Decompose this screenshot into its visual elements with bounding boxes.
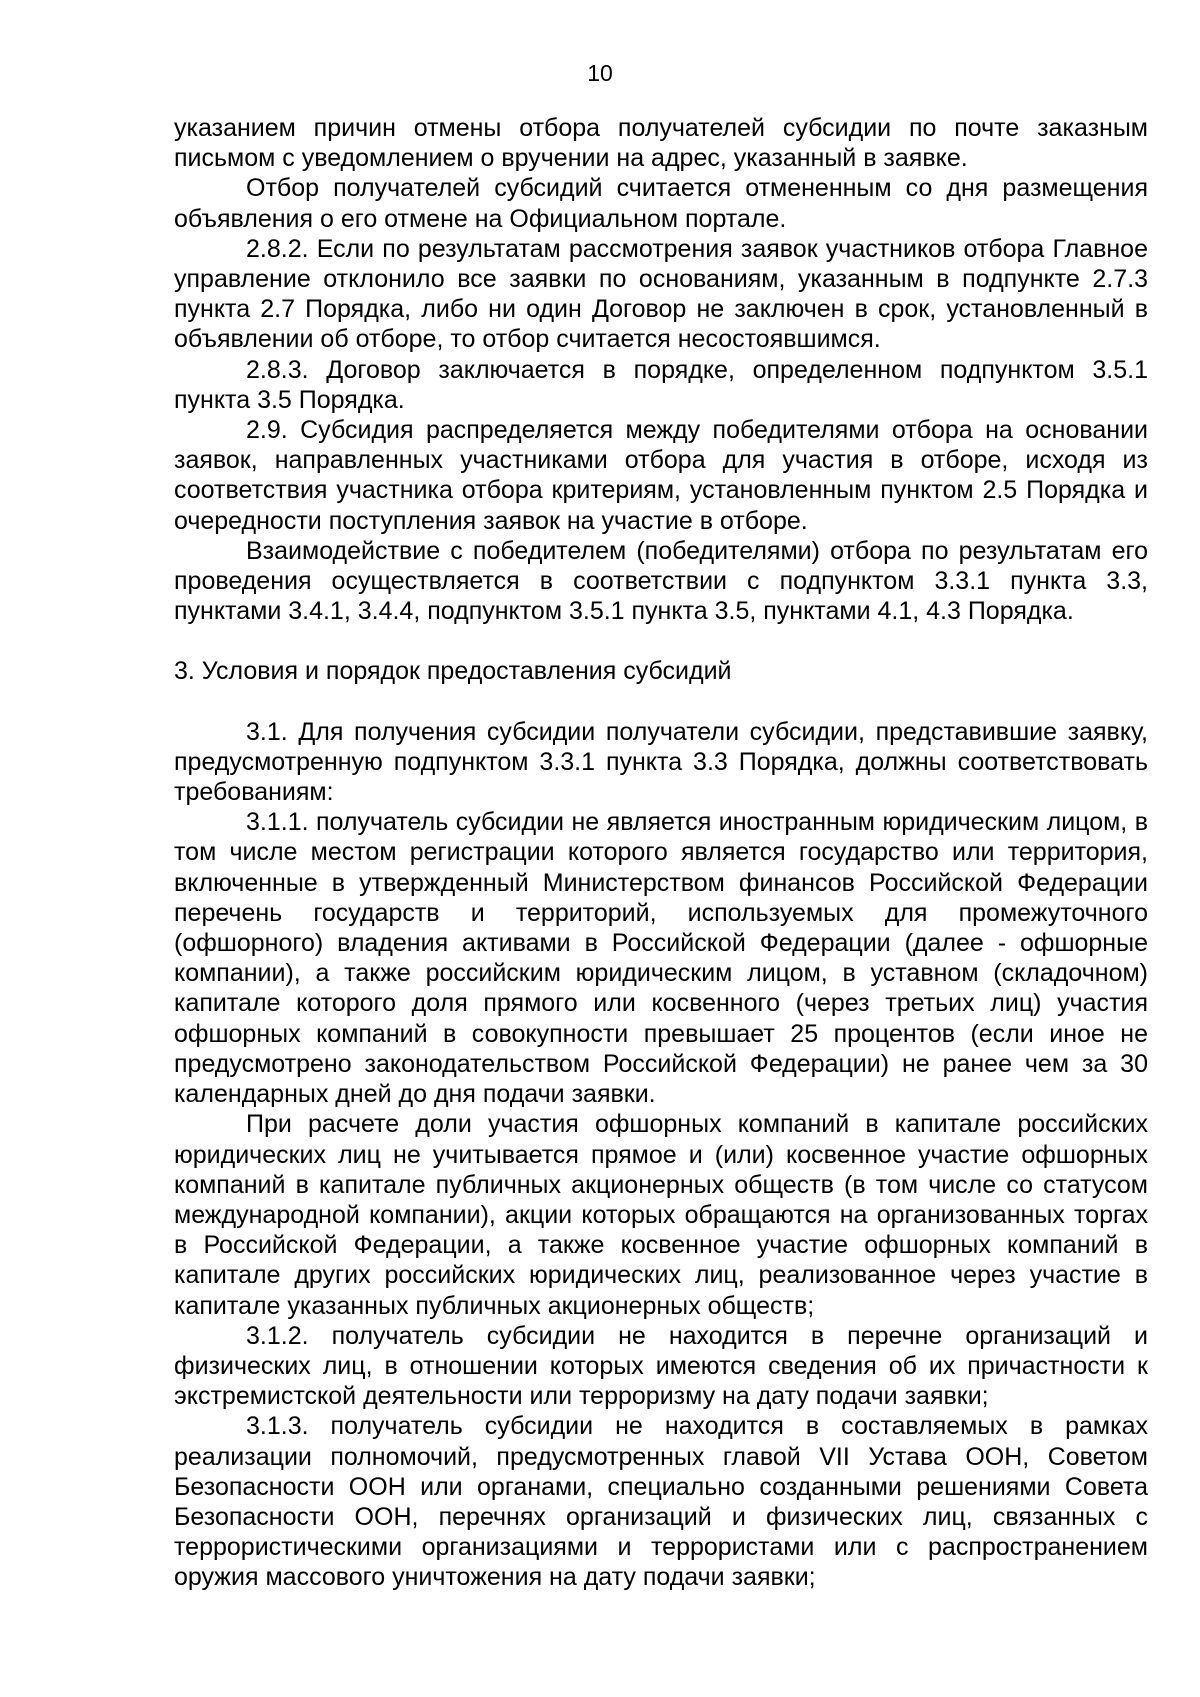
paragraph-2-9: 2.9. Субсидия распределяется между победителями отбора на основании заявок, направленных участниками отбора для участия в отборе, исходя из соответствия участника отбора критериям, установленным пунктом 2.5 Порядка и очередности поступления заявок на участие в отборе. xyxy=(174,416,1148,535)
paragraph-3-1: 3.1. Для получения субсидии получатели субсидии, представившие заявку, предусмотренную подпунктом 3.3.1 пункта 3.3 Порядка, должны соответствовать требованиям: xyxy=(174,717,1148,807)
paragraph-selection-cancelled: Отбор получателей субсидий считается отмененным со дня размещения объявления о его отмене на Официальном портале. xyxy=(174,174,1148,233)
paragraph-notice-continuation: указанием причин отмены отбора получателей субсидии по почте заказным письмом с уведомлением о вручении на адрес, указанный в заявке. xyxy=(174,114,1148,173)
paragraph-interaction-with-winner: Взаимодействие с победителем (победителями) отбора по результатам его проведения осуществляется в соответствии с подпунктом 3.3.1 пункта 3.3, пунктами 3.4.1, 3.4.4, подпунктом 3.5.1 пункта 3.5, пунктами 4.1, 4.3 Порядка. xyxy=(174,536,1148,626)
section-heading: 3. Условия и порядок предоставления субсидий xyxy=(174,657,732,686)
paragraph-2-8-2: 2.8.2. Если по результатам рассмотрения заявок участников отбора Главное управление отклонило все заявки по основаниям, указанным в подпункте 2.7.3 пункта 2.7 Порядка, либо ни один Договор не заключен в срок, установленный в объявлении об отборе, то отбор считается несостоявшимся. xyxy=(174,234,1148,354)
paragraph-3-1-2: 3.1.2. получатель субсидии не находится в перечне организаций и физических лиц, в отношении которых имеются сведения об их причастности к экстремистской деятельности или терроризму на дату подачи заявки; xyxy=(174,1321,1148,1411)
paragraph-2-8-3: 2.8.3. Договор заключается в порядке, определенном подпунктом 3.5.1 пункта 3.5 Порядка. xyxy=(174,355,1148,414)
paragraph-3-1-1: 3.1.1. получатель субсидии не является иностранным юридическим лицом, в том числе местом регистрации которого является государство или территория, включенные в утвержденный Министерством финансов Российской Федерации перечень государств и территорий, используемых для промежуточного (офшорного) владения активами в Российской Федерации (далее - офшорные компании), а также российским юридическим лицом, в уставном (складочном) капитале которого доля прямого или косвенного (через третьих лиц) участия офшорных компаний в совокупности превышает 25 процентов (если иное не предусмотрено законодательством Российской Федерации) не ранее чем за 30 календарных дней до дня подачи заявки. xyxy=(174,808,1148,1109)
paragraph-offshore-share-calculation: При расчете доли участия офшорных компаний в капитале российских юридических лиц не учитывается прямое и (или) косвенное участие офшорных компаний в капитале публичных акционерных обществ (в том числе со статусом международной компании), акции которых обращаются на организованных торгах в Российской Федерации, а также косвенное участие офшорных компаний в капитале других российских юридических лиц, реализованное через участие в капитале указанных публичных акционерных обществ; xyxy=(174,1110,1148,1320)
page-number: 10 xyxy=(587,60,613,86)
document-body xyxy=(174,113,1148,1593)
paragraph-3-1-3: 3.1.3. получатель субсидии не находится в составляемых в рамках реализации полномочий, предусмотренных главой VII Устава ООН, Советом Безопасности ООН или органами, специально созданными решениями Совета Безопасности ООН, перечнях организаций и физических лиц, связанных с террористическими организациями и террористами или с распространением оружия массового уничтожения на дату подачи заявки; xyxy=(174,1412,1148,1592)
